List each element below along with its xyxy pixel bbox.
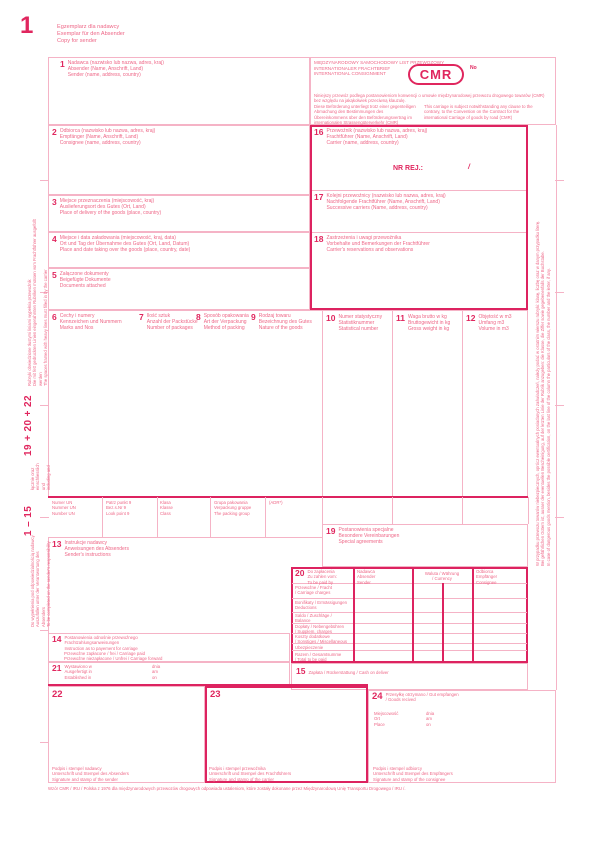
field-carrier[interactable] [312,142,524,162]
adr-cell-see-point9: Patrz punkt 9 Bez.s.Nr 9 Look point 9 [106,500,132,516]
charges-col-sender-header: Nadawca Absender Sender [357,569,376,585]
box-label-lines: Odbiorca (nazwisko lub nazwa, adres, kraj) Empfänger (Name, Anschrift, Land) Consignee (name, address, country) [59,128,156,147]
adr-cell-divider [528,497,529,524]
box-successive-carriers-label [314,193,446,211]
field-sender-instructions[interactable] [50,556,288,630]
box-number: 16 [314,127,324,137]
field-goods-description[interactable] [50,332,524,495]
box-label-lines: Instrukcje nadawcy Anweisungen des Absenders Sender's instructions [64,540,129,559]
box-number: 17 [314,192,324,202]
field-reservations[interactable] [312,252,524,307]
field-established-date[interactable] [165,666,245,682]
payment-options [64,651,162,662]
col-number: 6 [52,312,57,322]
copy-label-line: Copy for sender [57,37,97,44]
field-adr-values-right[interactable] [323,498,527,523]
box-number: 13 [52,539,62,549]
field-established-place[interactable] [90,666,150,682]
box-label-lines: Miejsce przeznaczenia (miejscowość, kraj) Auslieferungsort des Gutes (Ort, Land) Place of delivery of the goods (place, country) [59,198,162,217]
charges-col-rule [412,568,414,662]
field-adr-values[interactable] [49,508,321,536]
option-carriage-paid[interactable]: Przewoźne zapłacone / frei / Carriage paid [64,651,145,656]
box-label-lines: Zastrzeżenia i uwagi przewoźnika Vorbehalte und Bemerkungen der Frachtführer Carrier's reservations and observations [326,235,430,254]
charges-row-supplementary: Dopłaty / Nebengebühren / Supplem. charges [295,624,344,635]
margin-sum-carrier-boxes: 19 + 20 + 22 [23,395,34,456]
box-consignee-label [52,128,155,146]
charges-row-insurance: Ubezpieczenie [295,644,324,650]
field-received-date[interactable] [440,712,500,725]
reg-number-label: NR REJ.: [393,165,423,172]
goods-received-place-label: Miejscowość Ort Place [374,711,399,727]
box-number: 20 [295,568,305,578]
field-received-place[interactable] [398,712,424,725]
col-label-lines: Ilość sztuk Anzahl der Packstücke Number of packages [146,313,198,332]
form-right-edge [556,125,557,690]
charges-header-label [295,569,337,585]
field-sender-signature[interactable] [50,700,203,762]
convention-text-de: Diese Beförderung unterliegt trotz einer gegenteiligen Abmachung den Bestimmungen des Übereinkommens über den Beförderungsvertrag im internationalen Strassengüterverkehr (CMR) [314,104,416,126]
col-label-lines: Objętość w m3 Umfang m3 Volume in m3 [478,314,512,333]
field-documents[interactable] [50,288,306,308]
box-number: 14 [52,634,62,644]
col-number: 8 [196,312,201,322]
goods-col-weight [396,314,450,332]
charges-col-rule [353,568,355,662]
charges-col-rule [472,568,474,662]
adr-row-bottom-rule [48,537,322,538]
col-label-lines: Cechy i numery Kennzeichen und Nummern Marks and Nos [59,313,122,332]
box-sender-label [60,60,164,78]
goods-col-nature [251,313,312,331]
charges-row-deductions: Bonifikaty / Ermässigungen Deductions [295,600,348,611]
col-label-lines: Rodzaj towaru Bezeichnung des Gutes Nature of the goods [258,313,312,332]
field-delivery-place[interactable] [50,214,306,230]
box-label-lines: Postanowienia specjalne Besondere Vereinbarungen Special agreements [338,527,400,546]
field-loading-place[interactable] [50,251,306,266]
col-label-lines: Numer statystyczny Statistiknummer Statistical number [338,314,383,333]
adr-cell-class: Klasa Klasse Class [160,500,173,516]
margin-note-carrier-fills: Rubryki obwiedzione tłustymi liniami wypełnia przewoźnik Die mit fett gedruckten Linien eingerahmten Rubriken müssen vom Frachtführer ausgefüllt werden The spaces framed with heavy lines must filled in by the carrier [27,219,48,386]
box-number: 2 [52,127,57,137]
col-number: 7 [139,312,144,322]
box-label-lines: Załączone dokumenty Beigefügte Dokumente Documents attached [59,271,111,290]
charges-col-consignee-header: Odbiorca Empfänger Consignee [476,569,498,585]
box-number: 15 [296,666,306,676]
adr-cell-adr: (ADR*) [269,500,283,505]
field-cash-on-delivery[interactable] [380,666,526,688]
copy-label [57,24,125,44]
col-number: 12 [466,313,476,323]
margin-note-dangerous-goods: W przypadku przewozu towarów niebezpiecznych, oprócz ewentualnych posiadanych zaświadczeń, należy podać w ostatnim wierszu rubryki: klasę, liczbę oraz w danym przypadku literę. Bei gefährlichen Gütern ist, ausser der eventuellen Bescheinigung, auf der letzten Linie der Rubrik anzugeben: die Klasse, die Ziffer sowie gegebenenfalls der Buchstabe. In case of dangerous goods mention, besides the possible certification, on the last line of the column the particulars of the class, the number and the letter, if any. [535,220,551,566]
box-label-lines: Miejsce i data załadowania (miejscowość, kraj, data) Ort und Tag der Übernahme des Gutes (Ort, Land, Datum) Place and date taking over the goods (place, country, date) [59,235,191,254]
box-label-lines: Postanowienia odnośnie przewoźnego Frachtzahlungsanweisungen Instruction as to payement for carriage [64,635,138,651]
box-number: 24 [372,691,383,702]
field-special-agreements[interactable] [324,542,526,565]
field-reg-number[interactable] [440,162,524,174]
goods-col-marks [52,313,122,331]
panel-divider [312,190,526,191]
goods-col-volume [466,314,512,332]
field-successive-carriers[interactable] [312,210,524,230]
box-number: 19 [326,526,336,536]
charges-row-carriage: Przewoźne / Fracht / Carriage charges [295,585,333,596]
carrier-signature-caption: Podpis i stempel przewoźnika Unterschrift und Stempel des Frachtführers Signature and stamp of the carrier [209,766,292,782]
cmr-logo: CMR [408,64,464,85]
box-number: 18 [314,234,324,244]
box-cash-on-delivery-label: 15 Zapłata / Rückerstattung / Cash on deliver [296,666,389,676]
box-label-lines: Przewoźnik (nazwisko lub nazwa, adres, kraj) Frachtführer (Name, Anschrift, Land) Carrier (name, address, country) [326,128,428,147]
cmr-logo-sup: No [470,65,477,71]
margin-sum-sender-boxes: 1 – 15 [23,505,34,536]
box-number: 4 [52,234,57,244]
col-label-lines: Sposób opakowania Art der Verpackung Method of packing [203,313,249,332]
box-label-lines: Nadawca (nazwisko lub nazwa, adres, kraj) Absender (Name, Anschrift, Land) Sender (name, address, country) [67,60,164,79]
box-label-lines: Do zapłacenia Zu zahlen vom: To be paid by [307,569,337,585]
copy-number: 1 [20,12,34,39]
col-number: 9 [251,312,256,322]
box-number: 3 [52,197,57,207]
box-label-lines: Wystawiono w Ausgefertigt in Established in [64,664,92,680]
col-number: 11 [396,313,405,323]
goods-received-date-label: dnia am on [426,711,435,727]
field-charges-consignee-amounts[interactable] [475,584,527,661]
field-charges-sender-amounts[interactable] [356,584,412,661]
box-number: 23 [210,689,221,700]
consignee-signature-caption: Podpis i stempel odbiorcy Unterschrift und Stempel des Empfängers Signature and stamp of the consignee [373,766,453,782]
box-established-label [52,664,92,680]
adr-cell-un-number: Numer UN Nummer UN Number UN [52,500,76,516]
adr-cell-packing-group: Grupa pakowania Verpackung gruppe The packing group [214,500,252,516]
box-reservations-label [314,235,430,253]
field-consignee[interactable] [50,150,306,193]
col-number: 10 [326,313,336,323]
sender-signature-caption: Podpis i stempel nadawcy Unterschrift und Stempel des Absenders Signature and stamp of the sender [52,766,129,782]
copy-label-line: Exemplar für den Absender [57,30,125,37]
charges-col-currency-header: Waluta / Währung / Currency [424,571,460,582]
copy-label-line: Egzemplarz dla nadawcy [57,24,120,30]
margin-note-sender-responsibility: Do wypełnienia pod odpowiedzialnością nadawcy Auszufüllen unter der Verantwortung des Absenders To be completed on the sender's responsibility [30,535,51,627]
goods-col-statistical [326,314,382,332]
box-payment-instructions-label [52,635,138,651]
fold-mark [40,517,49,518]
col-label-lines: Waga brutto w kg Bruttogewicht in kg Gross weight in kg [408,314,451,333]
goods-col-packages [139,313,198,331]
goods-col-packing [196,313,249,331]
established-date-label: dnia am on [152,664,161,680]
box-number: 1 [60,59,65,69]
field-consignee-signature[interactable] [371,726,554,764]
option-carriage-forward[interactable]: Przewoźne niezapłacone / Unfrei / Carriage forward [64,656,163,662]
box-number: 21 [52,663,62,673]
box-number: 5 [52,270,57,280]
box-number: 22 [52,689,63,700]
box-documents-label [52,271,111,289]
charges-row-total: Razem / Gesamtsumme / Total to be paid [295,652,342,663]
margin-note-including: łącznie oraz einschliesslich und including and [30,463,51,490]
panel-divider [312,232,526,233]
box-label-lines: Kolejni przewoźnicy (nazwisko lub nazwa, adres, kraj) Nachfolgende Frachtführer (Name, Anschrift, Land) Successive carriers (Name, address, country) [326,193,446,212]
convention-text-en: This carriage is subject notwithstanding any clause to the contrary, to the Convention on the Contract for the international Carriage of goods by road (CMR) [424,104,533,120]
reg-number-value: / [468,164,470,171]
box-label-lines: Przesyłkę otrzymano / Gut empfangen / Goods recived [385,692,459,703]
footer-note: Wzór CMR / IRU / Polska z 1976 dla międzynarodowych przewozów drogowych odpowiada ustaleniom, które zostały dokonane przez Międzynarodową Unię Transportu Drogowego / IRU /. [48,786,406,791]
field-sender[interactable] [50,80,306,123]
convention-text-pl: Niniejszy przewóz podlega postanowieniom konwencji o umowie międzynarodowej przewozu drogowego towarów (CMR) bez względu na jakąkolwiek przeciwną klauzulę. [314,93,545,104]
charges-row-balance: Saldo / Zuschläge / Balance [295,613,332,624]
box-goods-received-label [372,692,459,703]
form-title: MIĘDZYNARODOWY SAMOCHODOWY LIST PRZEWOZOWY INTERNATIONALER FRACHTBRIEF INTERNATIONAL CONSIGNMENT [314,60,445,77]
charges-row-miscellaneous: Koszty dodatkowe / Sonstiges / Miscellaneous [295,634,348,645]
field-charges-currency[interactable] [415,584,471,661]
field-carrier-signature[interactable] [208,700,365,762]
